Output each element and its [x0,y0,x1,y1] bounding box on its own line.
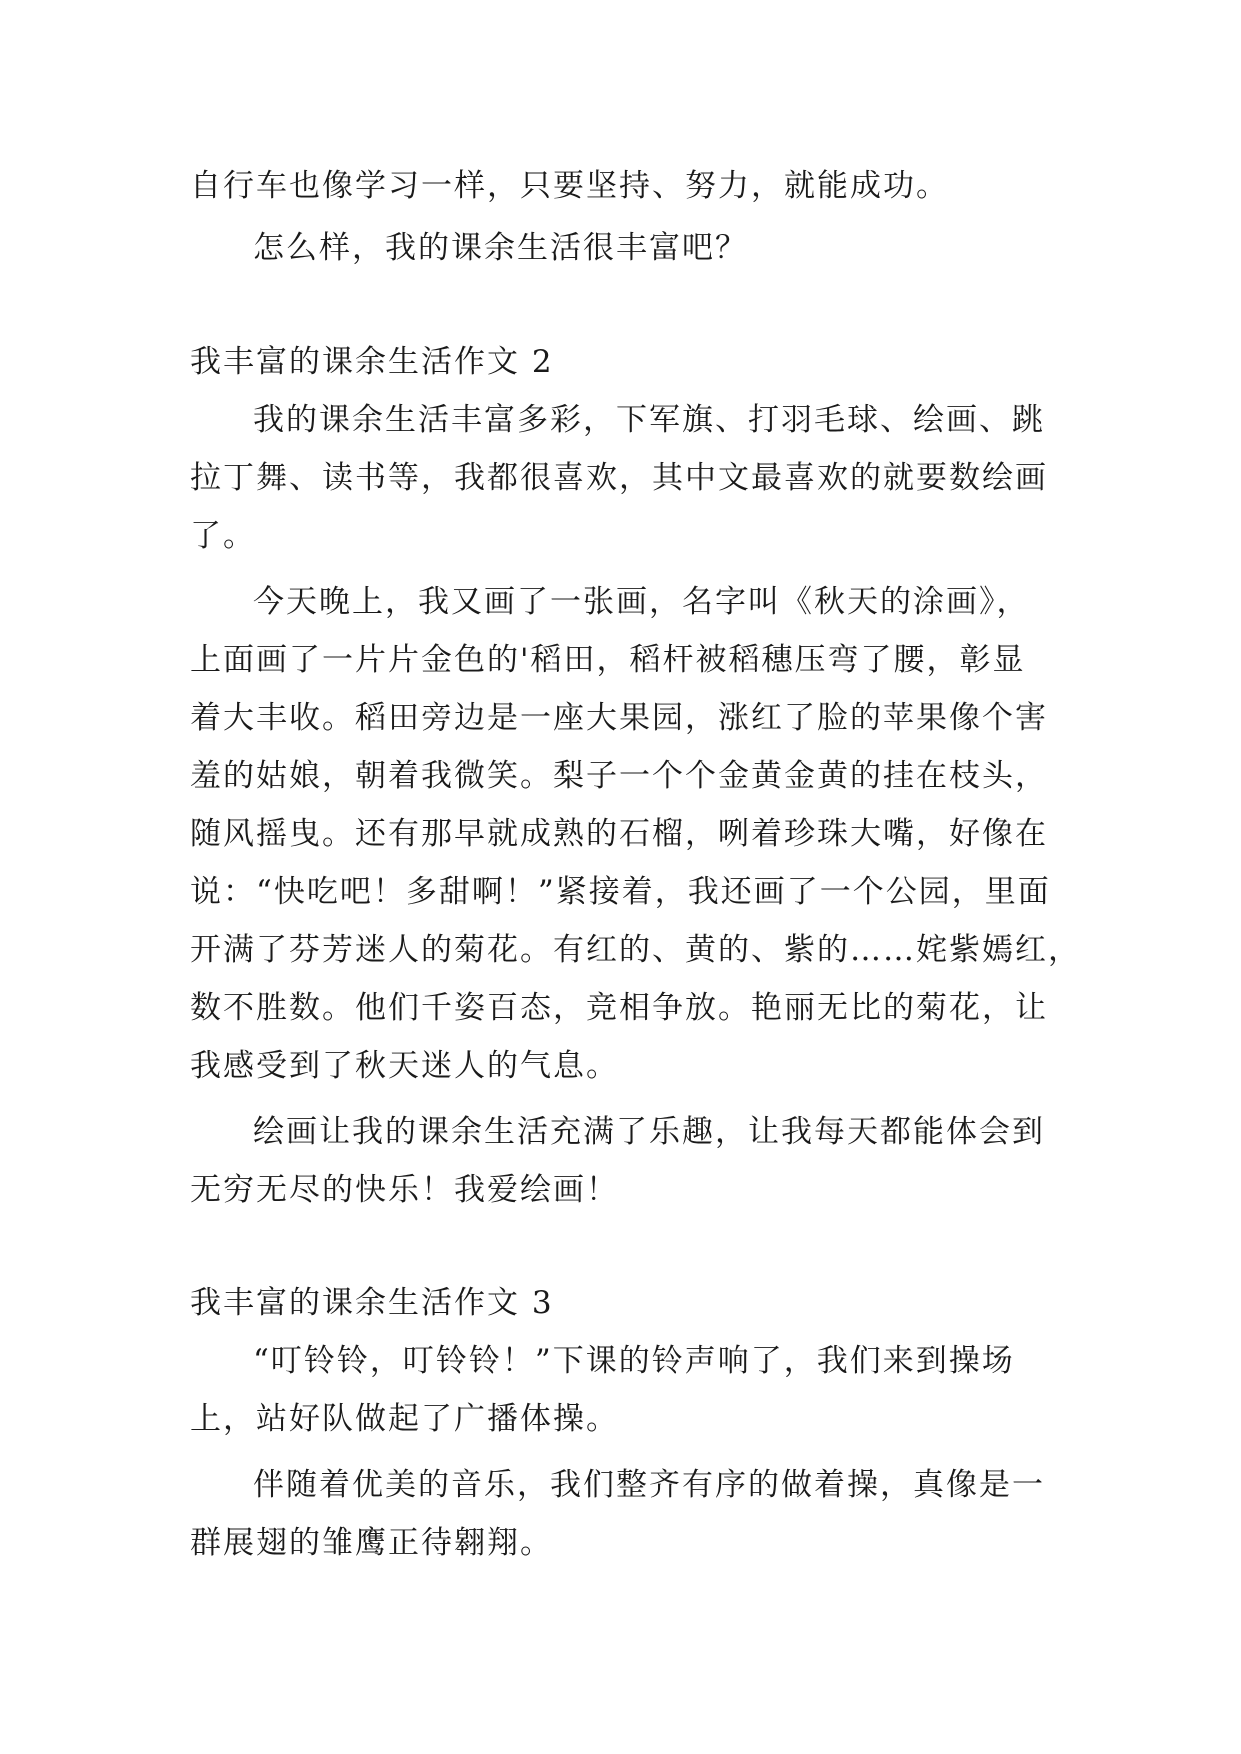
paragraph-line: 上面画了一片片金色的'稻田，稻杆被稻穗压弯了腰，彰显 [190,642,1026,678]
paragraph-line: 上，站好队做起了广播体操。 [190,1401,619,1437]
paragraph-line: 怎么样，我的课余生活很丰富吧？ [253,230,748,266]
paragraph-line: 了。 [190,518,256,554]
paragraph-line: 数不胜数。他们千姿百态，竞相争放。艳丽无比的菊花，让 [190,990,1048,1026]
paragraph-line: 随风摇曳。还有那早就成熟的石榴，咧着珍珠大嘴，好像在 [190,816,1048,852]
section-heading: 我丰富的课余生活作文 2 [190,344,554,380]
section-heading: 我丰富的课余生活作文 3 [190,1285,554,1321]
paragraph-line: 开满了芬芳迷人的菊花。有红的、黄的、紫的……姹紫嫣红， [190,932,1081,968]
paragraph-line: 羞的姑娘，朝着我微笑。梨子一个个金黄金黄的挂在枝头， [190,758,1048,794]
paragraph-line: 伴随着优美的音乐，我们整齐有序的做着操，真像是一 [253,1467,1045,1503]
paragraph-line: 我感受到了秋天迷人的气息。 [190,1048,619,1084]
paragraph-line: 着大丰收。稻田旁边是一座大果园，涨红了脸的苹果像个害 [190,700,1048,736]
paragraph-line: 说：“快吃吧！多甜啊！”紧接着，我还画了一个公园，里面 [190,874,1051,910]
paragraph-line: “叮铃铃，叮铃铃！”下课的铃声响了，我们来到操场 [253,1343,1015,1379]
paragraph-line: 无穷无尽的快乐！我爱绘画！ [190,1172,619,1208]
paragraph-line: 今天晚上，我又画了一张画，名字叫《秋天的涂画》， [253,584,1030,620]
paragraph-line: 拉丁舞、读书等，我都很喜欢，其中文最喜欢的就要数绘画 [190,460,1048,496]
paragraph-line: 自行车也像学习一样，只要坚持、努力，就能成功。 [190,168,949,204]
paragraph-line: 我的课余生活丰富多彩，下军旗、打羽毛球、绘画、跳 [253,402,1045,438]
paragraph-line: 群展翅的雏鹰正待翱翔。 [190,1525,553,1561]
paragraph-line: 绘画让我的课余生活充满了乐趣，让我每天都能体会到 [253,1114,1045,1150]
